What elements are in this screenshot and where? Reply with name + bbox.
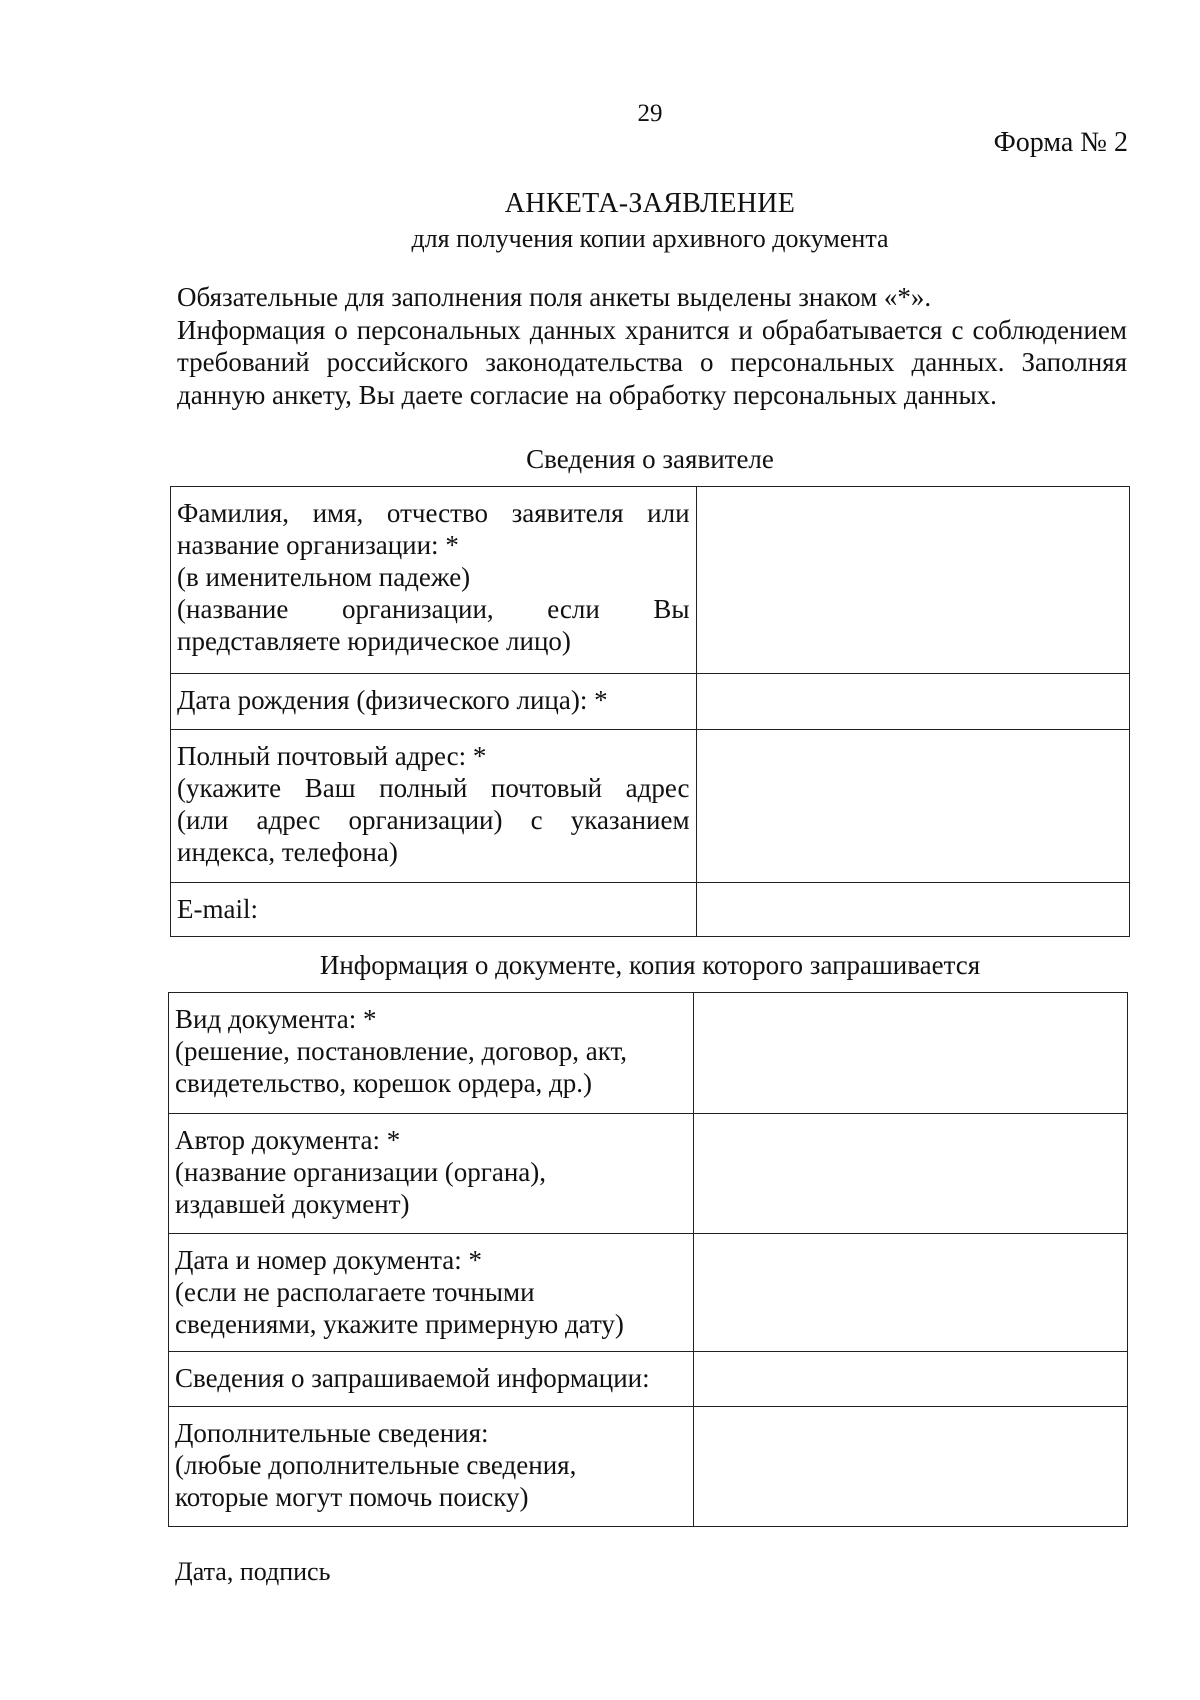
document-type-label: Вид документа: * (решение, постановление, договор, акт, свидетельство, корешок ордера, др.) xyxy=(169,993,694,1114)
applicant-row-address xyxy=(171,730,1130,883)
applicant-row-name xyxy=(171,487,1130,674)
applicant-name-label: Фамилия, имя, отчество заявителя или название организации: * (в именительном падеже) (название организации, если Вы представляете юридическое лицо) xyxy=(171,487,697,674)
date-signature-label: Дата, подпись xyxy=(175,1557,331,1586)
required-fields-note: Обязательные для заполнения поля анкеты выделены знаком «*». xyxy=(177,282,932,312)
form-title: АНКЕТА-ЗАЯВЛЕНИЕ xyxy=(504,188,796,219)
birthdate-field[interactable] xyxy=(696,674,1129,730)
requested-info-field[interactable] xyxy=(693,1352,1127,1407)
page-number: 29 xyxy=(637,100,663,127)
form-number: Форма № 2 xyxy=(993,127,1128,158)
document-row-requested-info xyxy=(169,1352,1128,1407)
applicant-row-email xyxy=(171,883,1130,937)
postal-address-field[interactable] xyxy=(696,730,1129,883)
email-field[interactable] xyxy=(696,883,1129,937)
document-date-number-label: Дата и номер документа: * (если не располагаете точными сведениями, укажите примерную дату) xyxy=(169,1234,694,1352)
additional-info-field[interactable] xyxy=(693,1407,1127,1527)
document-row-author xyxy=(169,1114,1128,1234)
document-date-number-field[interactable] xyxy=(693,1234,1127,1352)
document-section-heading: Информация о документе, копия которого запрашивается xyxy=(319,950,981,980)
document-author-field[interactable] xyxy=(693,1114,1127,1234)
applicant-table xyxy=(170,486,1130,937)
document-row-additional xyxy=(169,1407,1128,1527)
document-author-label: Автор документа: * (название организации (органа), издавшей документ) xyxy=(169,1114,694,1234)
intro-text xyxy=(177,281,1127,411)
privacy-note: Информация о персональных данных хранится и обрабатывается с соблюдением требований российского законодательства о персональных данных. Заполняя данную анкету, Вы даете согласие на обработку персональных данных. xyxy=(177,314,1127,410)
applicant-name-field[interactable] xyxy=(696,487,1129,674)
email-label: E-mail: xyxy=(171,883,697,937)
document-row-type xyxy=(169,993,1128,1114)
form-subtitle: для получения копии архивного документа xyxy=(411,224,889,253)
document-table xyxy=(168,992,1128,1527)
applicant-section-heading: Сведения о заявителе xyxy=(526,444,774,474)
requested-info-label: Сведения о запрашиваемой информации: xyxy=(169,1352,694,1407)
applicant-row-birthdate xyxy=(171,674,1130,730)
additional-info-label: Дополнительные сведения: (любые дополнительные сведения, которые могут помочь поиску) xyxy=(169,1407,694,1527)
document-type-field[interactable] xyxy=(693,993,1127,1114)
postal-address-label: Полный почтовый адрес: * (укажите Ваш полный почтовый адрес (или адрес организации) с указанием индекса, телефона) xyxy=(171,730,697,883)
document-row-date-number xyxy=(169,1234,1128,1352)
birthdate-label: Дата рождения (физического лица): * xyxy=(171,674,697,730)
